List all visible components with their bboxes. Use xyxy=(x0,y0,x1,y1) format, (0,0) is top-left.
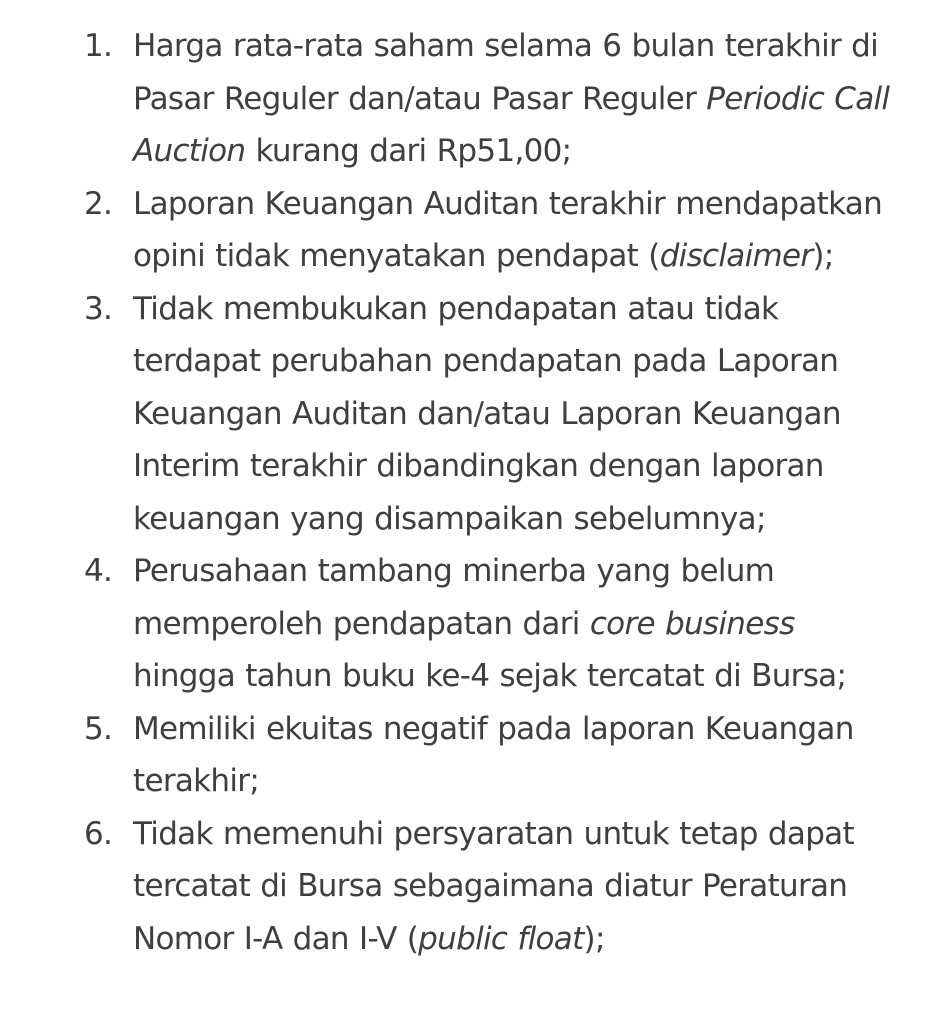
list-item-text: Tidak memenuhi persyaratan untuk tetap dapat tercatat di Bursa sebagaimana diatur Peraturan Nomor I-A dan I-V ( xyxy=(133,815,854,957)
list-item-text: Memiliki ekuitas negatif pada laporan Keuangan terakhir; xyxy=(133,710,854,799)
list-item-number: 6. xyxy=(84,815,113,852)
list-item-number: 5. xyxy=(84,710,113,747)
list-item-text: kurang dari Rp51,00; xyxy=(245,133,572,169)
list-item-1 xyxy=(0,20,898,178)
list-item-text: ); xyxy=(583,920,605,957)
list-item-3 xyxy=(0,283,898,546)
list-item-text: Perusahaan tambang minerba yang belum memperoleh pendapatan dari xyxy=(133,553,775,642)
list-item-4 xyxy=(0,545,898,703)
list-item-number: 3. xyxy=(84,290,113,327)
list-item-italic-term: public float xyxy=(418,920,584,957)
list-item-number: 2. xyxy=(84,185,113,222)
list-item-5 xyxy=(0,703,898,808)
list-item-2 xyxy=(0,178,898,283)
criteria-list xyxy=(0,20,926,965)
list-item-text: Harga rata-rata saham selama 6 bulan terakhir di Pasar Reguler dan/atau Pasar Reguler xyxy=(133,28,879,117)
list-item-text: Tidak membukukan pendapatan atau tidak terdapat perubahan pendapatan pada Laporan Keuangan Auditan dan/atau Laporan Keuangan Interim terakhir dibandingkan dengan laporan keuangan yang disampaikan sebelumnya; xyxy=(133,290,841,537)
list-item-number: 1. xyxy=(84,28,113,64)
list-item-italic-term: disclaimer xyxy=(659,238,813,274)
list-item-italic-term: Periodic Call Auction xyxy=(133,80,890,169)
list-item-number: 4. xyxy=(84,553,113,589)
list-item-italic-term: core business xyxy=(589,605,795,642)
list-item-text: Laporan Keuangan Auditan terakhir mendapatkan opini tidak menyatakan pendapat ( xyxy=(133,185,883,274)
list-item-text: ); xyxy=(812,238,834,274)
list-item-6 xyxy=(0,808,898,966)
list-item-text: hingga tahun buku ke-4 sejak tercatat di Bursa; xyxy=(133,658,847,694)
